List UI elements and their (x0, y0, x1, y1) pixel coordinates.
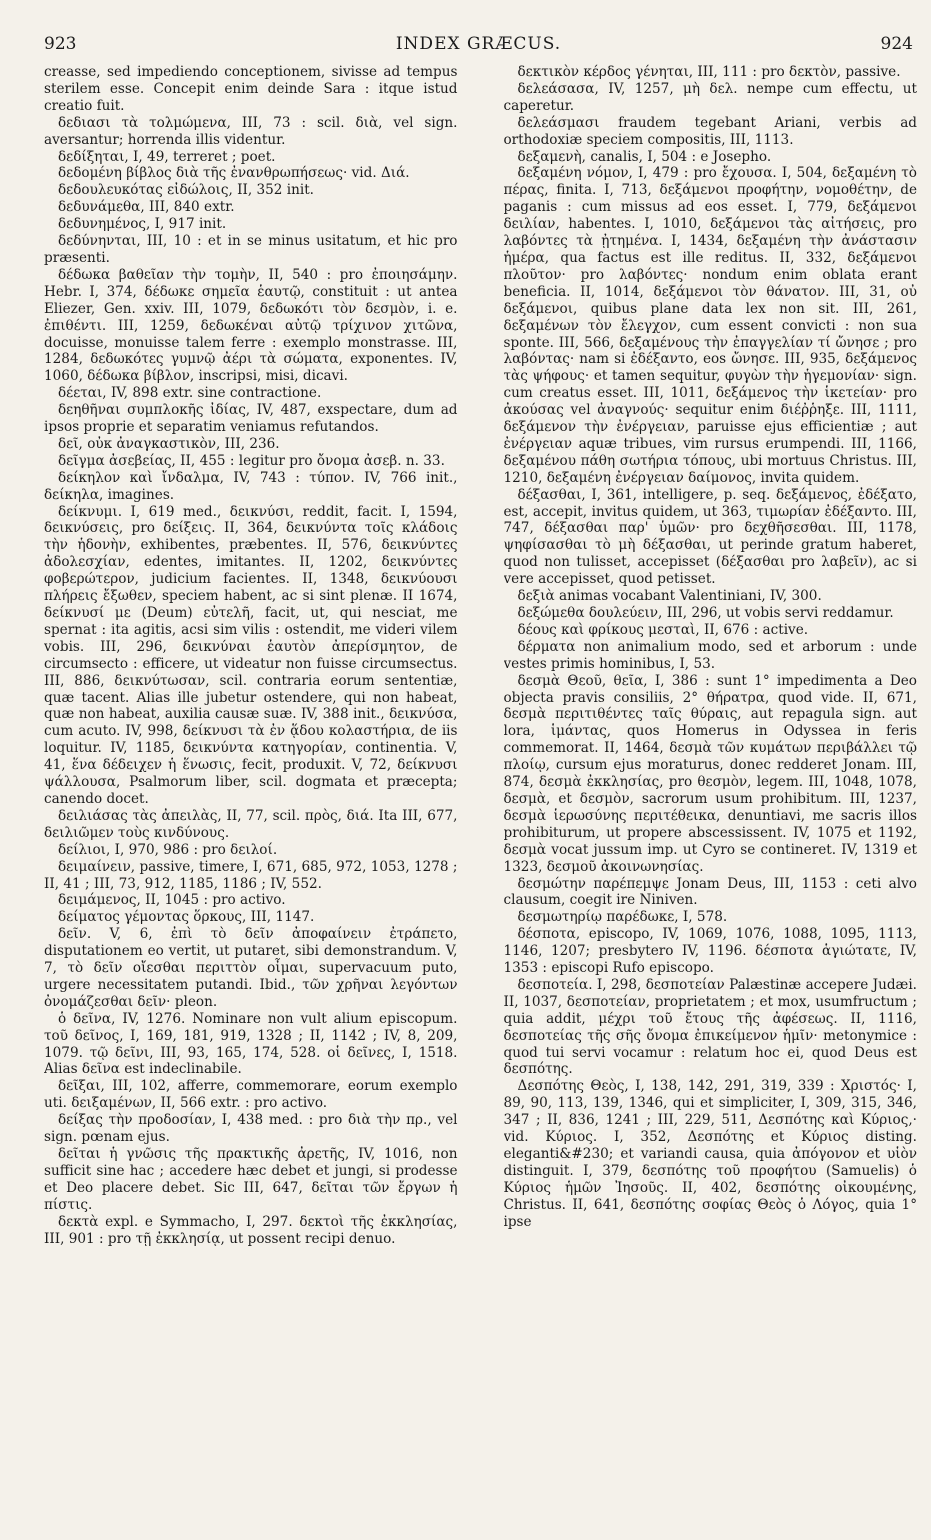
page-header (44, 34, 913, 62)
page-title: INDEX GRÆCUS. (395, 34, 562, 54)
index-entry: δειλιάσας τὰς ἀπειλὰς, II, 77, scil. πρὸς, διά. Ita III, 677, δειλιῶμεν τοὺς κινδύνους. (44, 807, 458, 841)
index-entry: δεσποτεία. I, 298, δεσποτείαν Palæstinæ accepere Judæi. II, 1037, δεσποτείαν, proprietatem ; et mox, usumfructum ; quia addit, μέχρι τοῦ ἔτους τῆς ἀφέσεως. II, 1116, δεσποτείας τῆς σῆς ὄνομα ἐπικείμενον ἡμῖν· metonymice : quod tui servi vocamur : relatum hoc ei, quod Deus est δεσπότης. (503, 976, 917, 1078)
index-entry: δεξαμενὴ, canalis, I, 504 : e Josepho. (517, 148, 772, 165)
index-entry: δέξασθαι, I, 361, intelligere, p. seq. δεξάμενος, ἐδέξατο, est, accepit, invitus quidem, ut 363, τιμωρίαν ἐδέξαντο. III, 747, δέξασθαι παρ' ὑμῶν· pro δεχθῆσεσθαι. III, 1178, ψηφίσασθαι τὸ μὴ δέξασθαι, ut perinde gratum haberet, quod non tulisset, accepisset (δέξασθαι pro λαβεῖν), ac si vere accepisset, quod petisset. (503, 486, 917, 588)
index-entry: δεδιασι τὰ τολμώμενα, III, 73 : scil. διὰ, vel sign. aversantur; horrenda illis videntur. (44, 114, 458, 148)
right-column (504, 64, 918, 1530)
index-entry: δειμάμενος, II, 1045 : pro activo. (58, 892, 286, 909)
index-entry: δεκτὰ expl. e Symmacho, I, 297. δεκτοὶ τῆς ἐκκλησίας, III, 901 : pro τῇ ἐκκλησίᾳ, ut possent recipi denuo. (44, 1213, 458, 1247)
index-entry: δελεάσμασι fraudem tegebant Ariani, verbis ad orthodoxiæ speciem compositis, III, 1113. (503, 114, 917, 148)
left-column (44, 64, 458, 1530)
index-entry: δεσμώτην παρέπεμψε Jonam Deus, III, 1153 : ceti alvo clausum, coegit ire Niniven. (503, 875, 917, 909)
index-entry: δεδομένη βίβλος διὰ τῆς ἐνανθρωπήσεως· vid. Διά. (58, 165, 410, 182)
index-entry: δείματος γέμοντας ὅρκους, III, 1147. (58, 909, 315, 926)
index-entry: δεῖται ἡ γνῶσις τῆς πρακτικῆς ἀρετῆς, IV, 1016, non sufficit sine hac ; accedere hæc debet et jungi, si prodesse et Deo placere debet. Sic III, 647, δεῖται τῶν ἔργων ἡ πίστις. (44, 1146, 458, 1213)
index-entry: δελεάσασα, IV, 1257, μὴ δελ. nempe cum effectu, ut caperetur. (503, 80, 917, 114)
index-entry: δειμαίνειν, passive, timere, I, 671, 685, 972, 1053, 1278 ; II, 41 ; III, 73, 912, 1185, 1186 ; IV, 552. (44, 858, 458, 892)
text-columns (44, 64, 917, 1530)
index-entry: δεδύνηνται, III, 10 : et in se minus usitatum, et hic pro præsenti. (44, 233, 458, 266)
page-number-left: 923 (44, 34, 77, 54)
index-entry: δέρματα non animalium modo, sed et arborum : unde vestes primis hominibus, I, 53. (503, 638, 917, 672)
index-entry: δείκνυμι. I, 619 med., δεικνύσι, reddit, facit. I, 1594, δεικνύσεις, pro δείξεις. II, 364, δεικνύντα τοῖς κλάδοις τὴν ἡδονὴν, exhibentes, præbentes. II, 576, δεικνύντες ἀδολεσχίαν, edentes, imitantes. II, 1202, δεικνύντες φοβερώτερον, judicium facientes. II, 1348, δεικνύουσι πλήρεις ἔξωθεν, speciem habent, ac si sint plenæ. II 1674, δείκνυσί με (Deum) εὐτελῆ, facit, ut, qui nesciat, me spernat : ita agitis, acsi sim vilis : ostendit, me videri vilem vobis. III, 296, δεικνύναι ἑαυτὸν ἀπερίσμητον, de circumsecto : efficere, ut videatur non fuisse circumsectus. III, 886, δεικνύτωσαν, scil. contraria eorum sententiæ, quæ tacent. Alias ille jubetur ostendere, qui non habeat, quæ non habeat, auxilia causæ suæ. IV, 388 init., δεικνύσα, cum acuto. IV, 998, δείκνυσι τὰ ἐν ᾅδου κολαστήρια, de iis loquitur. IV, 1185, δεικνύντα κατηγορίαν, continentia. V, 41, ἕνα δέδειχεν ἡ ἕνωσις, fecit, produxit. V, 72, δείκνυσι ψάλλουσα, Psalmorum liber, scil. dogmata et præcepta; canendo docet. (44, 503, 458, 807)
index-entry: δεδυνημένος, I, 917 init. (58, 216, 227, 233)
index-entry: δέους καὶ φρίκους μεσταὶ, II, 676 : active. (517, 621, 809, 638)
index-entry: δεηθῆναι συμπλοκῆς ἰδίας, IV, 487, exspectare, dum ad ipsos proprie et separatim veniamus refutandos. (44, 402, 458, 436)
index-entry: δέσποτα, episcopo, IV, 1069, 1076, 1088, 1095, 1113, 1146, 1207; presbytero IV, 1196. δέσποτα ἁγιώτατε, IV, 1353 : episcopi Rufo episcopo. (503, 926, 917, 977)
index-entry: ὁ δεῖνα, IV, 1276. Nominare non vult alium episcopum. τοῦ δεῖνος, I, 169, 181, 919, 1328 ; II, 1142 ; IV, 8, 209, 1079. τῷ δεῖνι, III, 93, 165, 174, 528. οἱ δεῖνες, I, 1518. Alias δεῖνα est indeclinabile. (44, 1010, 458, 1078)
page-number-right: 924 (880, 34, 913, 54)
index-entry: δεδίξηται, I, 49, terreret ; poet. (58, 148, 276, 165)
index-entry: δεῖξαι, III, 102, afferre, commemorare, eorum exemplo uti. δειξαμένων, II, 566 extr. : pro activo. (44, 1078, 458, 1112)
index-entry: δεσμωτηρίῳ παρέδωκε, I, 578. (517, 909, 728, 926)
index-entry: δεκτικὸν κέρδος γένηται, III, 111 : pro δεκτὸν, passive. (517, 64, 901, 80)
index-entry: creasse, sed impediendo conceptionem, sivisse ad tempus sterilem esse. Concepit enim deinde Sara : itque istud creatio fuit. (44, 64, 458, 114)
index-entry: δεῖ, οὐκ ἀναγκαστικὸν, III, 236. (58, 435, 280, 452)
index-entry: δεξιὰ animas vocabant Valentiniani, IV, 300. (517, 588, 822, 605)
index-entry: Δεσπότης Θεὸς, I, 138, 142, 291, 319, 339 : Χριστός· I, 89, 90, 113, 139, 1346, qui et simpliciter, I, 309, 315, 346, 347 ; II, 836, 1241 ; III, 229, 511, Δεσπότης καὶ Κύριος,· vid. Κύριος. I, 352, Δεσπότης et Κύριος disting. eleganti&#230; et variandi causa, quia ἀπόγονον et υἱὸν distinguit. I, 379, δεσπότης τοῦ προφήτου (Samuelis) ὁ Κύριος ἡμῶν Ἰησοῦς. II, 402, δεσπότης οἰκουμένης, Christus. II, 641, δεσπότης σοφίας Θεὸς ὁ Λόγος, quia 1° ipse (503, 1078, 917, 1230)
index-entry: δεῖγμα ἀσεβείας, II, 455 : legitur pro ὄνομα ἀσεβ. n. 33. (58, 452, 445, 469)
index-entry: δείκηλον καὶ ἴνδαλμα, IV, 743 : τύπον. IV, 766 init., δείκηλα, imagines. (44, 469, 458, 503)
index-entry: δέεται, IV, 898 extr. sine contractione. (58, 385, 322, 402)
index-entry: δεξαμένη νόμον, I, 479 : pro ἔχουσα. I, 504, δεξαμένη τὸ πέρας, finita. I, 713, δεξάμενοι προφήτην, νομοθέτην, de paganis : cum missus ad eos esset. I, 779, δεξάμενοι δειλίαν, habentes. I, 1010, δεξάμενοι τὰς αἰτήσεις, pro λαβόντες τὰ ᾐτημένα. I, 1434, δεξαμένη τὴν ἀνάστασιν ἡμέρα, qua factus est ille reditus. II, 332, δεξάμενοι πλοῦτον· pro λαβόντες· nondum enim oblata erant beneficia. II, 1014, δεξάμενοι τὸν θάνατον. III, 31, οὐ δεξάμενοι, quibus plane data lex non sit. III, 261, δεξαμένων τὸν ἔλεγχον, cum essent convicti : non sua sponte. III, 566, δεξαμένους τὴν ἐπαγγελίαν τί ὤνησε ; pro λαβόντας· nam si ἐδέξαντο, eos ὤνησε. III, 935, δεξάμενος τὰς ψήφους· et tamen sequitur, φυγὼν τὴν ἡγεμονίαν· sign. cum creatus esset. III, 1011, δεξάμενος τὴν ἱκετείαν· pro ἀκούσας vel ἀναγνούς· sequitur enim διέῤῥηξε. III, 1111, δεξάμενον τὴν ἐνέργειαν, paruisse ejus efficientiæ ; aut ἐνέργειαν aquæ tribues, vim rursus erumpendi. III, 1166, δεξαμένου πάθη σωτήρια τόπους, ubi mortuus Christus. III, 1210, δεξαμένη ἐνέργειαν δαίμονος, invita quidem. (503, 165, 917, 486)
index-entry: δεξώμεθα δουλεύειν, III, 296, ut vobis servi reddamur. (517, 605, 894, 621)
index-entry: δέδωκα βαθεῖαν τὴν τομὴν, II, 540 : pro ἐποιησάμην. Hebr. I, 374, δέδωκε σημεῖα ἑαυτῷ, constituit : ut antea Eliezer, Gen. xxiv. III, 1079, δεδωκότι τὸν δεσμὸν, i. e. ἐπιθέντι. III, 1259, δεδωκέναι αὐτῷ τρίχινον χιτῶνα, docuisse, monuisse talem ferre : exemplo monstrasse. III, 1284, δεδωκότες γυμνῷ ἀέρι τὰ σώματα, exponentes. IV, 1060, δέδωκα βίβλον, inscripsi, misi, dicavi. (44, 266, 458, 385)
index-entry: δεσμὰ Θεοῦ, θεῖα, I, 386 : sunt 1° impedimenta a Deo objecta pravis consiliis, 2° θήρατρα, quod vide. II, 671, δεσμὰ περιτιθέντες ταῖς θύραις, aut repagula sign. aut lora, ἱμάντας, quos Homerus in Odyssea in feris commemorat. II, 1464, δεσμὰ τῶν κυμάτων περιβάλλει τῷ πλοίῳ, cursum ejus moraturus, donec redderet Jonam. III, 874, δεσμὰ ἐκκλησίας, pro θεσμὸν, legem. III, 1048, 1078, δεσμὰ, et δεσμὸν, sacrorum usum prohibitum. III, 1237, δεσμὰ ἱερωσύνης περιτέθεικα, denuntiavi, me sacris illos prohibiturum, ut propere abscessissent. IV, 1075 et 1192, δεσμὰ vocat jussum imp. ut Cyro se contineret. IV, 1319 et 1323, δεσμοῦ ἀκοινωνησίας. (503, 672, 917, 875)
index-entry: δεδουλευκότας εἰδώλοις, II, 352 init. (58, 182, 315, 199)
index-entry: δείλιοι, I, 970, 986 : pro δειλοί. (58, 841, 278, 858)
index-entry: δείξας τὴν προδοσίαν, I, 438 med. : pro διὰ τὴν πρ., vel sign. pœnam ejus. (44, 1112, 458, 1146)
index-entry: δεῖν. V, 6, ἐπὶ τὸ δεῖν ἀποφαίνειν ἐτράπετο, disputationem eo vertit, ut putaret, sibi demonstrandum. V, 7, τὸ δεῖν οἴεσθαι περιττὸν οἶμαι, supervacuum puto, urgere necessitatem putandi. Ibid., τῶν χρῆναι λεγόντων ὀνομάζεσθαι δεῖν· pleon. (44, 926, 458, 1010)
index-entry: δεδυνάμεθα, III, 840 extr. (58, 199, 235, 216)
